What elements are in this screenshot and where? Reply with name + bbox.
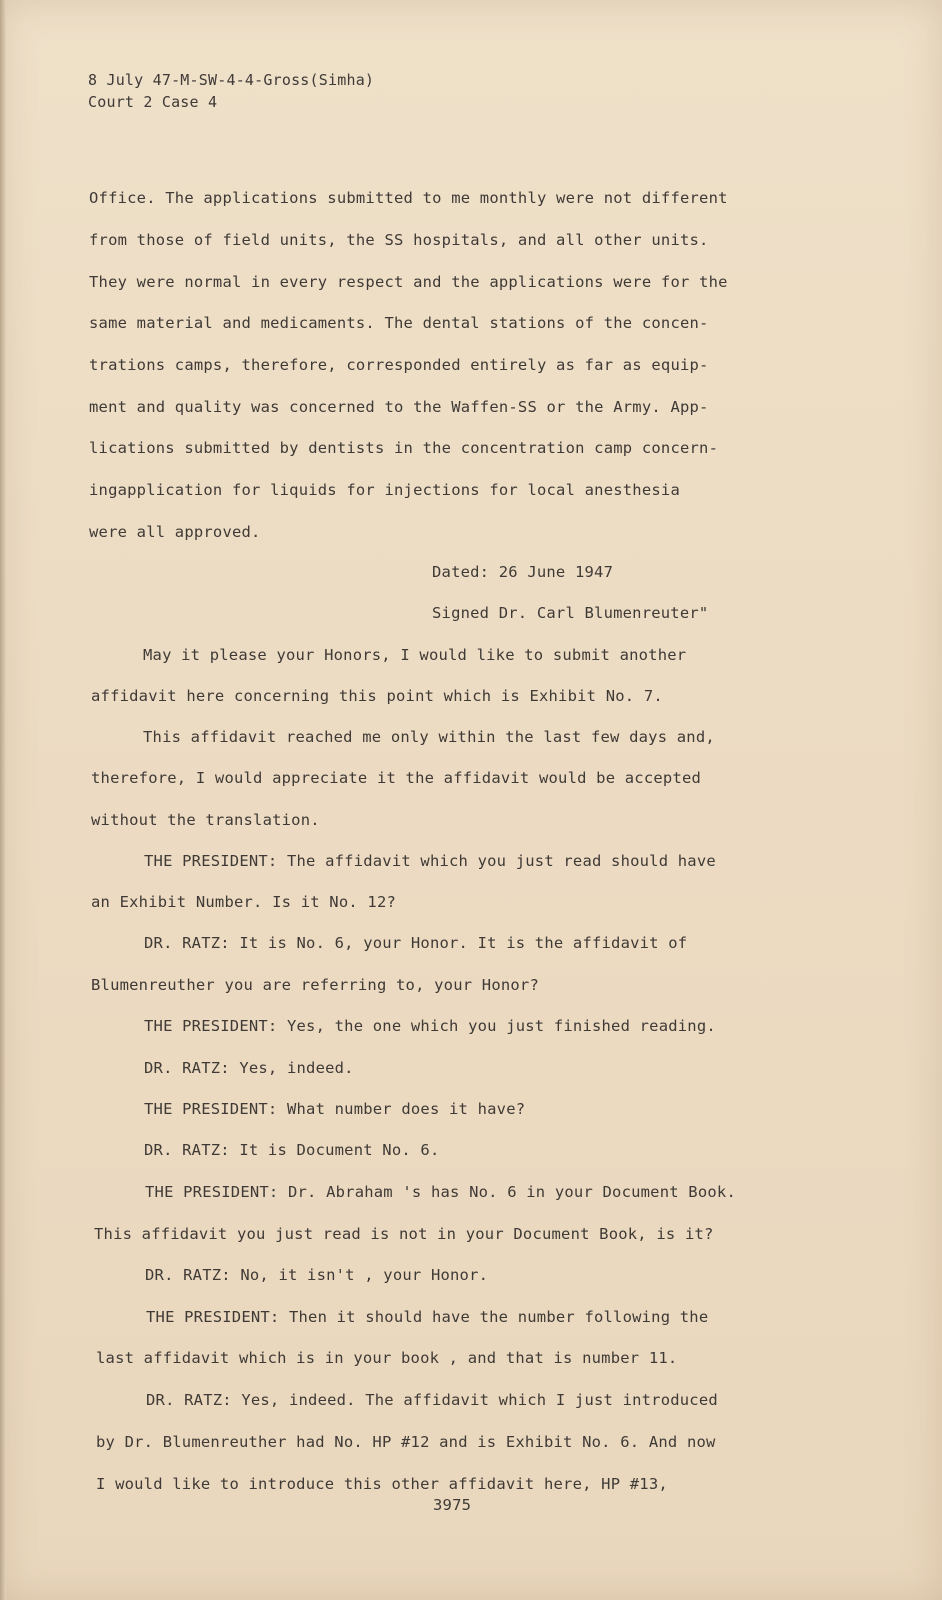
text-line: same material and medicaments. The dental stations of the concen- [89, 314, 709, 332]
page-number: 3975 [433, 1496, 472, 1514]
text-line: THE PRESIDENT: Then it should have the number following the [146, 1308, 709, 1326]
text-line: were all approved. [89, 523, 261, 541]
text-line: They were normal in every respect and the applications were for the [89, 273, 728, 291]
text-line: affidavit here concerning this point which is Exhibit No. 7. [91, 687, 663, 705]
text-line: trations camps, therefore, corresponded entirely as far as equip- [89, 356, 709, 374]
text-line: This affidavit you just read is not in your Document Book, is it? [94, 1225, 714, 1243]
text-line: THE PRESIDENT: The affidavit which you just read should have [144, 852, 716, 870]
dated-line: Dated: 26 June 1947 [432, 563, 614, 581]
header-court-case: Court 2 Case 4 [88, 93, 218, 111]
signature-line: Signed Dr. Carl Blumenreuter" [432, 604, 709, 622]
page-edge [0, 0, 6, 1600]
text-line: THE PRESIDENT: Dr. Abraham 's has No. 6 in your Document Book. [145, 1183, 736, 1201]
text-line: therefore, I would appreciate it the affidavit would be accepted [91, 769, 702, 787]
text-line: by Dr. Blumenreuther had No. HP #12 and is Exhibit No. 6. And now [96, 1433, 716, 1451]
text-line: DR. RATZ: No, it isn't , your Honor. [145, 1266, 489, 1284]
text-line: THE PRESIDENT: What number does it have? [144, 1100, 526, 1118]
text-line: DR. RATZ: It is Document No. 6. [144, 1141, 440, 1159]
text-line: lications submitted by dentists in the concentration camp concern- [89, 439, 719, 457]
text-line: DR. RATZ: Yes, indeed. [144, 1059, 354, 1077]
text-line: ingapplication for liquids for injections for local anesthesia [89, 481, 680, 499]
text-line: ment and quality was concerned to the Waffen-SS or the Army. App- [89, 398, 709, 416]
text-line: May it please your Honors, I would like to submit another [143, 646, 687, 664]
text-line: from those of field units, the SS hospitals, and all other units. [89, 231, 709, 249]
text-line: DR. RATZ: Yes, indeed. The affidavit which I just introduced [146, 1391, 718, 1409]
text-line: Blumenreuther you are referring to, your Honor? [91, 976, 539, 994]
text-line: This affidavit reached me only within the last few days and, [143, 728, 715, 746]
text-line: I would like to introduce this other affidavit here, HP #13, [96, 1475, 668, 1493]
header-reference: 8 July 47-M-SW-4-4-Gross(Simha) [88, 71, 375, 89]
text-line: without the translation. [91, 811, 320, 829]
text-line: last affidavit which is in your book , and that is number 11. [96, 1349, 678, 1367]
text-line: DR. RATZ: It is No. 6, your Honor. It is the affidavit of [144, 934, 688, 952]
text-line: Office. The applications submitted to me monthly were not different [89, 189, 728, 207]
text-line: an Exhibit Number. Is it No. 12? [91, 893, 397, 911]
text-line: THE PRESIDENT: Yes, the one which you just finished reading. [144, 1017, 716, 1035]
